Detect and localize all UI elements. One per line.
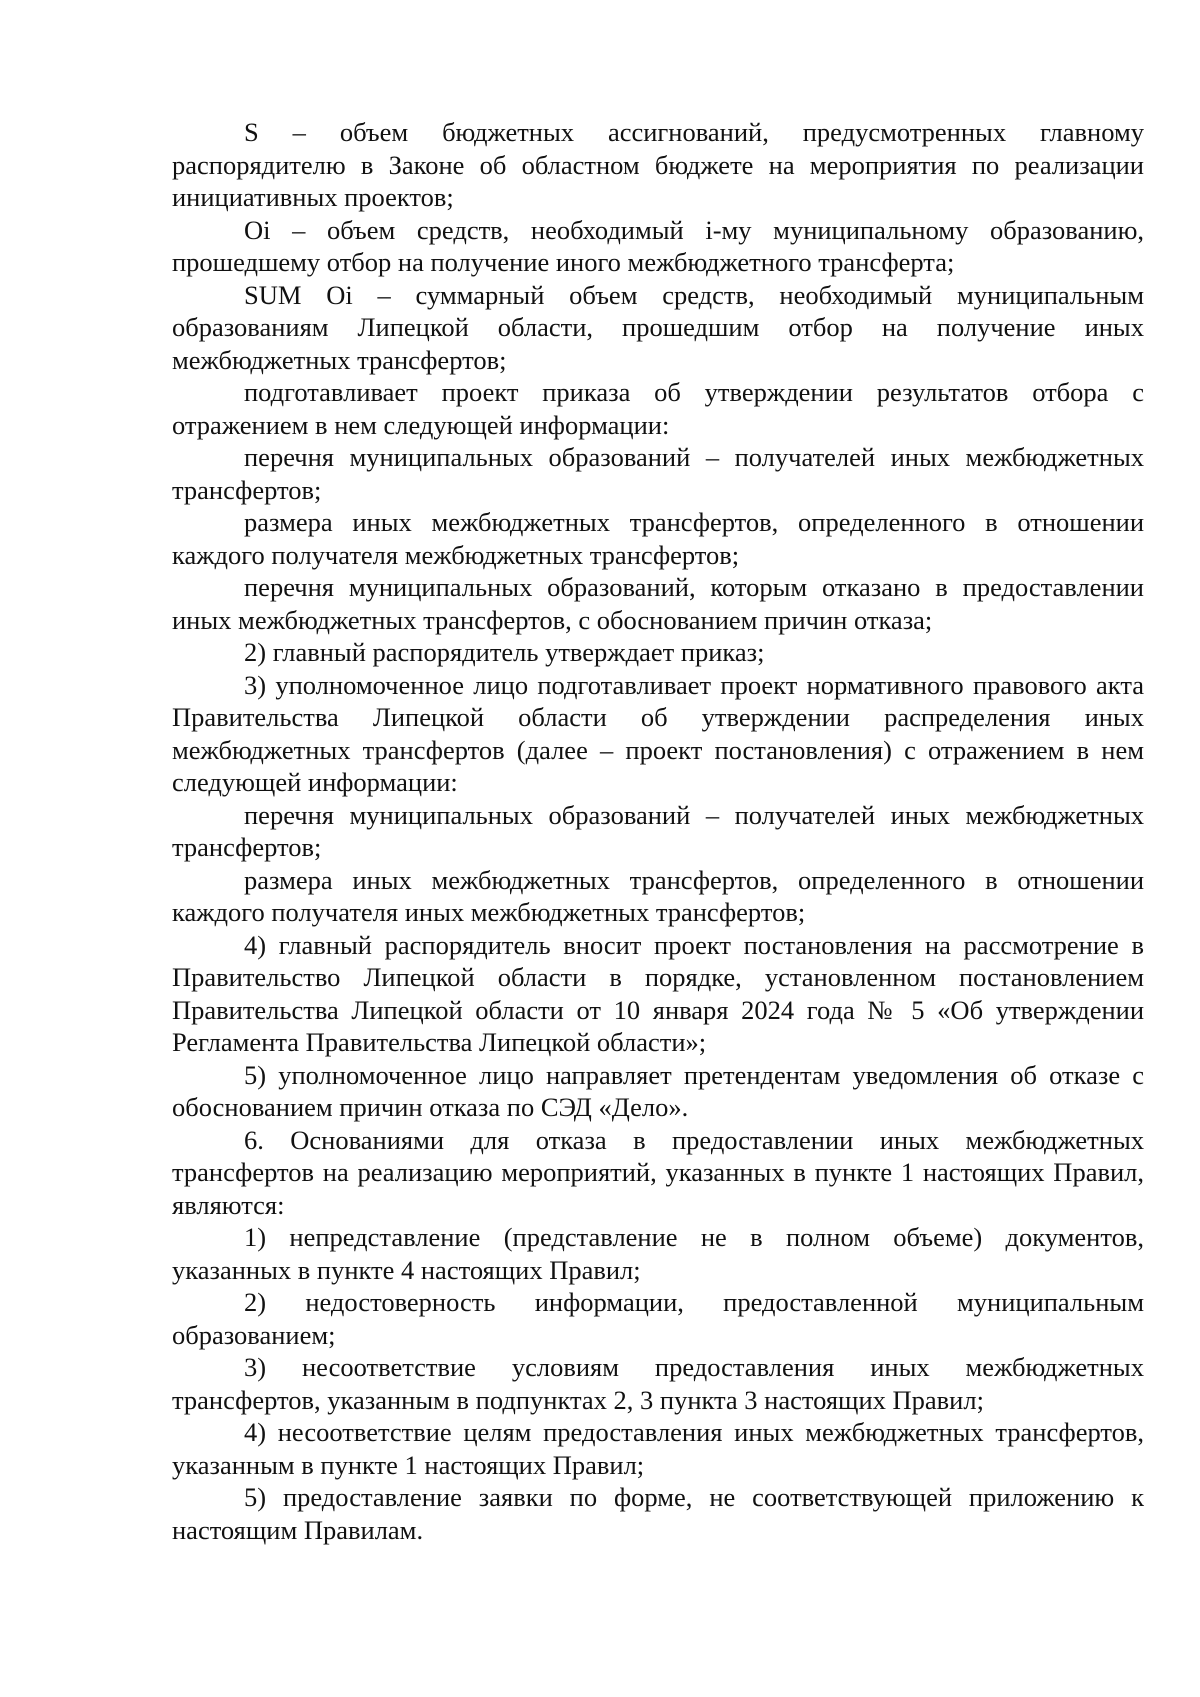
paragraph-ground-5: 5) предоставление заявки по форме, не соответствующей приложению к настоящим Правилам. (172, 1482, 1144, 1545)
paragraph-section-6: 6. Основаниями для отказа в предоставлении иных межбюджетных трансфертов на реализацию мероприятий, указанных в пункте 1 настоящих Правил, являются: (172, 1124, 1144, 1220)
paragraph-item-2: 2) главный распорядитель утверждает приказ; (244, 637, 765, 667)
paragraph-item-4: 4) главный распорядитель вносит проект постановления на рассмотрение в Правительство Липецкой области в порядке, установленном постановлением Правительства Липецкой области от 10 января 2024 года № 5 «Об утверждении Регламента Правительства Липецкой области»; (172, 929, 1144, 1057)
paragraph-ground-4: 4) несоответствие целям предоставления иных межбюджетных трансфертов, указанным в пункте 1 настоящих Правил; (172, 1417, 1144, 1480)
paragraph-recipients-list: перечня муниципальных образований – получателей иных межбюджетных трансфертов; (172, 442, 1144, 505)
paragraph-ground-1: 1) непредставление (представление не в полном объеме) документов, указанных в пункте 4 настоящих Правил; (172, 1222, 1144, 1285)
paragraph-item-3: 3) уполномоченное лицо подготавливает проект нормативного правового акта Правительства Липецкой области об утверждении распределения иных межбюджетных трансфертов (далее – проект постановления) с отражением в нем следующей информации: (172, 669, 1144, 797)
paragraph-transfer-size-2: размера иных межбюджетных трансфертов, определенного в отношении каждого получателя иных межбюджетных трансфертов; (172, 864, 1144, 927)
paragraph-recipients-list-2: перечня муниципальных образований – получателей иных межбюджетных трансфертов; (172, 799, 1144, 862)
paragraph-item-5: 5) уполномоченное лицо направляет претендентам уведомления об отказе с обоснованием причин отказа по СЭД «Дело». (172, 1059, 1144, 1122)
paragraph-sum-oi-definition: SUM Oi – суммарный объем средств, необходимый муниципальным образованиям Липецкой области, прошедшим отбор на получение иных межбюджетных трансфертов; (172, 279, 1144, 375)
paragraph-s-definition: S – объем бюджетных ассигнований, предусмотренных главному распорядителю в Законе об областном бюджете на мероприятия по реализации инициативных проектов; (172, 117, 1144, 212)
paragraph-ground-3: 3) несоответствие условиям предоставления иных межбюджетных трансфертов, указанным в подпунктах 2, 3 пункта 3 настоящих Правил; (172, 1352, 1144, 1415)
paragraph-refused-list: перечня муниципальных образований, которым отказано в предоставлении иных межбюджетных трансфертов, с обоснованием причин отказа; (172, 572, 1144, 635)
document-body (172, 116, 1144, 1546)
paragraph-prepares-order: подготавливает проект приказа об утверждении результатов отбора с отражением в нем следующей информации: (172, 377, 1144, 440)
paragraph-ground-2: 2) недостоверность информации, предоставленной муниципальным образованием; (172, 1287, 1144, 1350)
paragraph-transfer-size: размера иных межбюджетных трансфертов, определенного в отношении каждого получателя межбюджетных трансфертов; (172, 507, 1144, 570)
paragraph-oi-definition: Oi – объем средств, необходимый i-му муниципальному образованию, прошедшему отбор на получение иного межбюджетного трансферта; (172, 214, 1144, 277)
